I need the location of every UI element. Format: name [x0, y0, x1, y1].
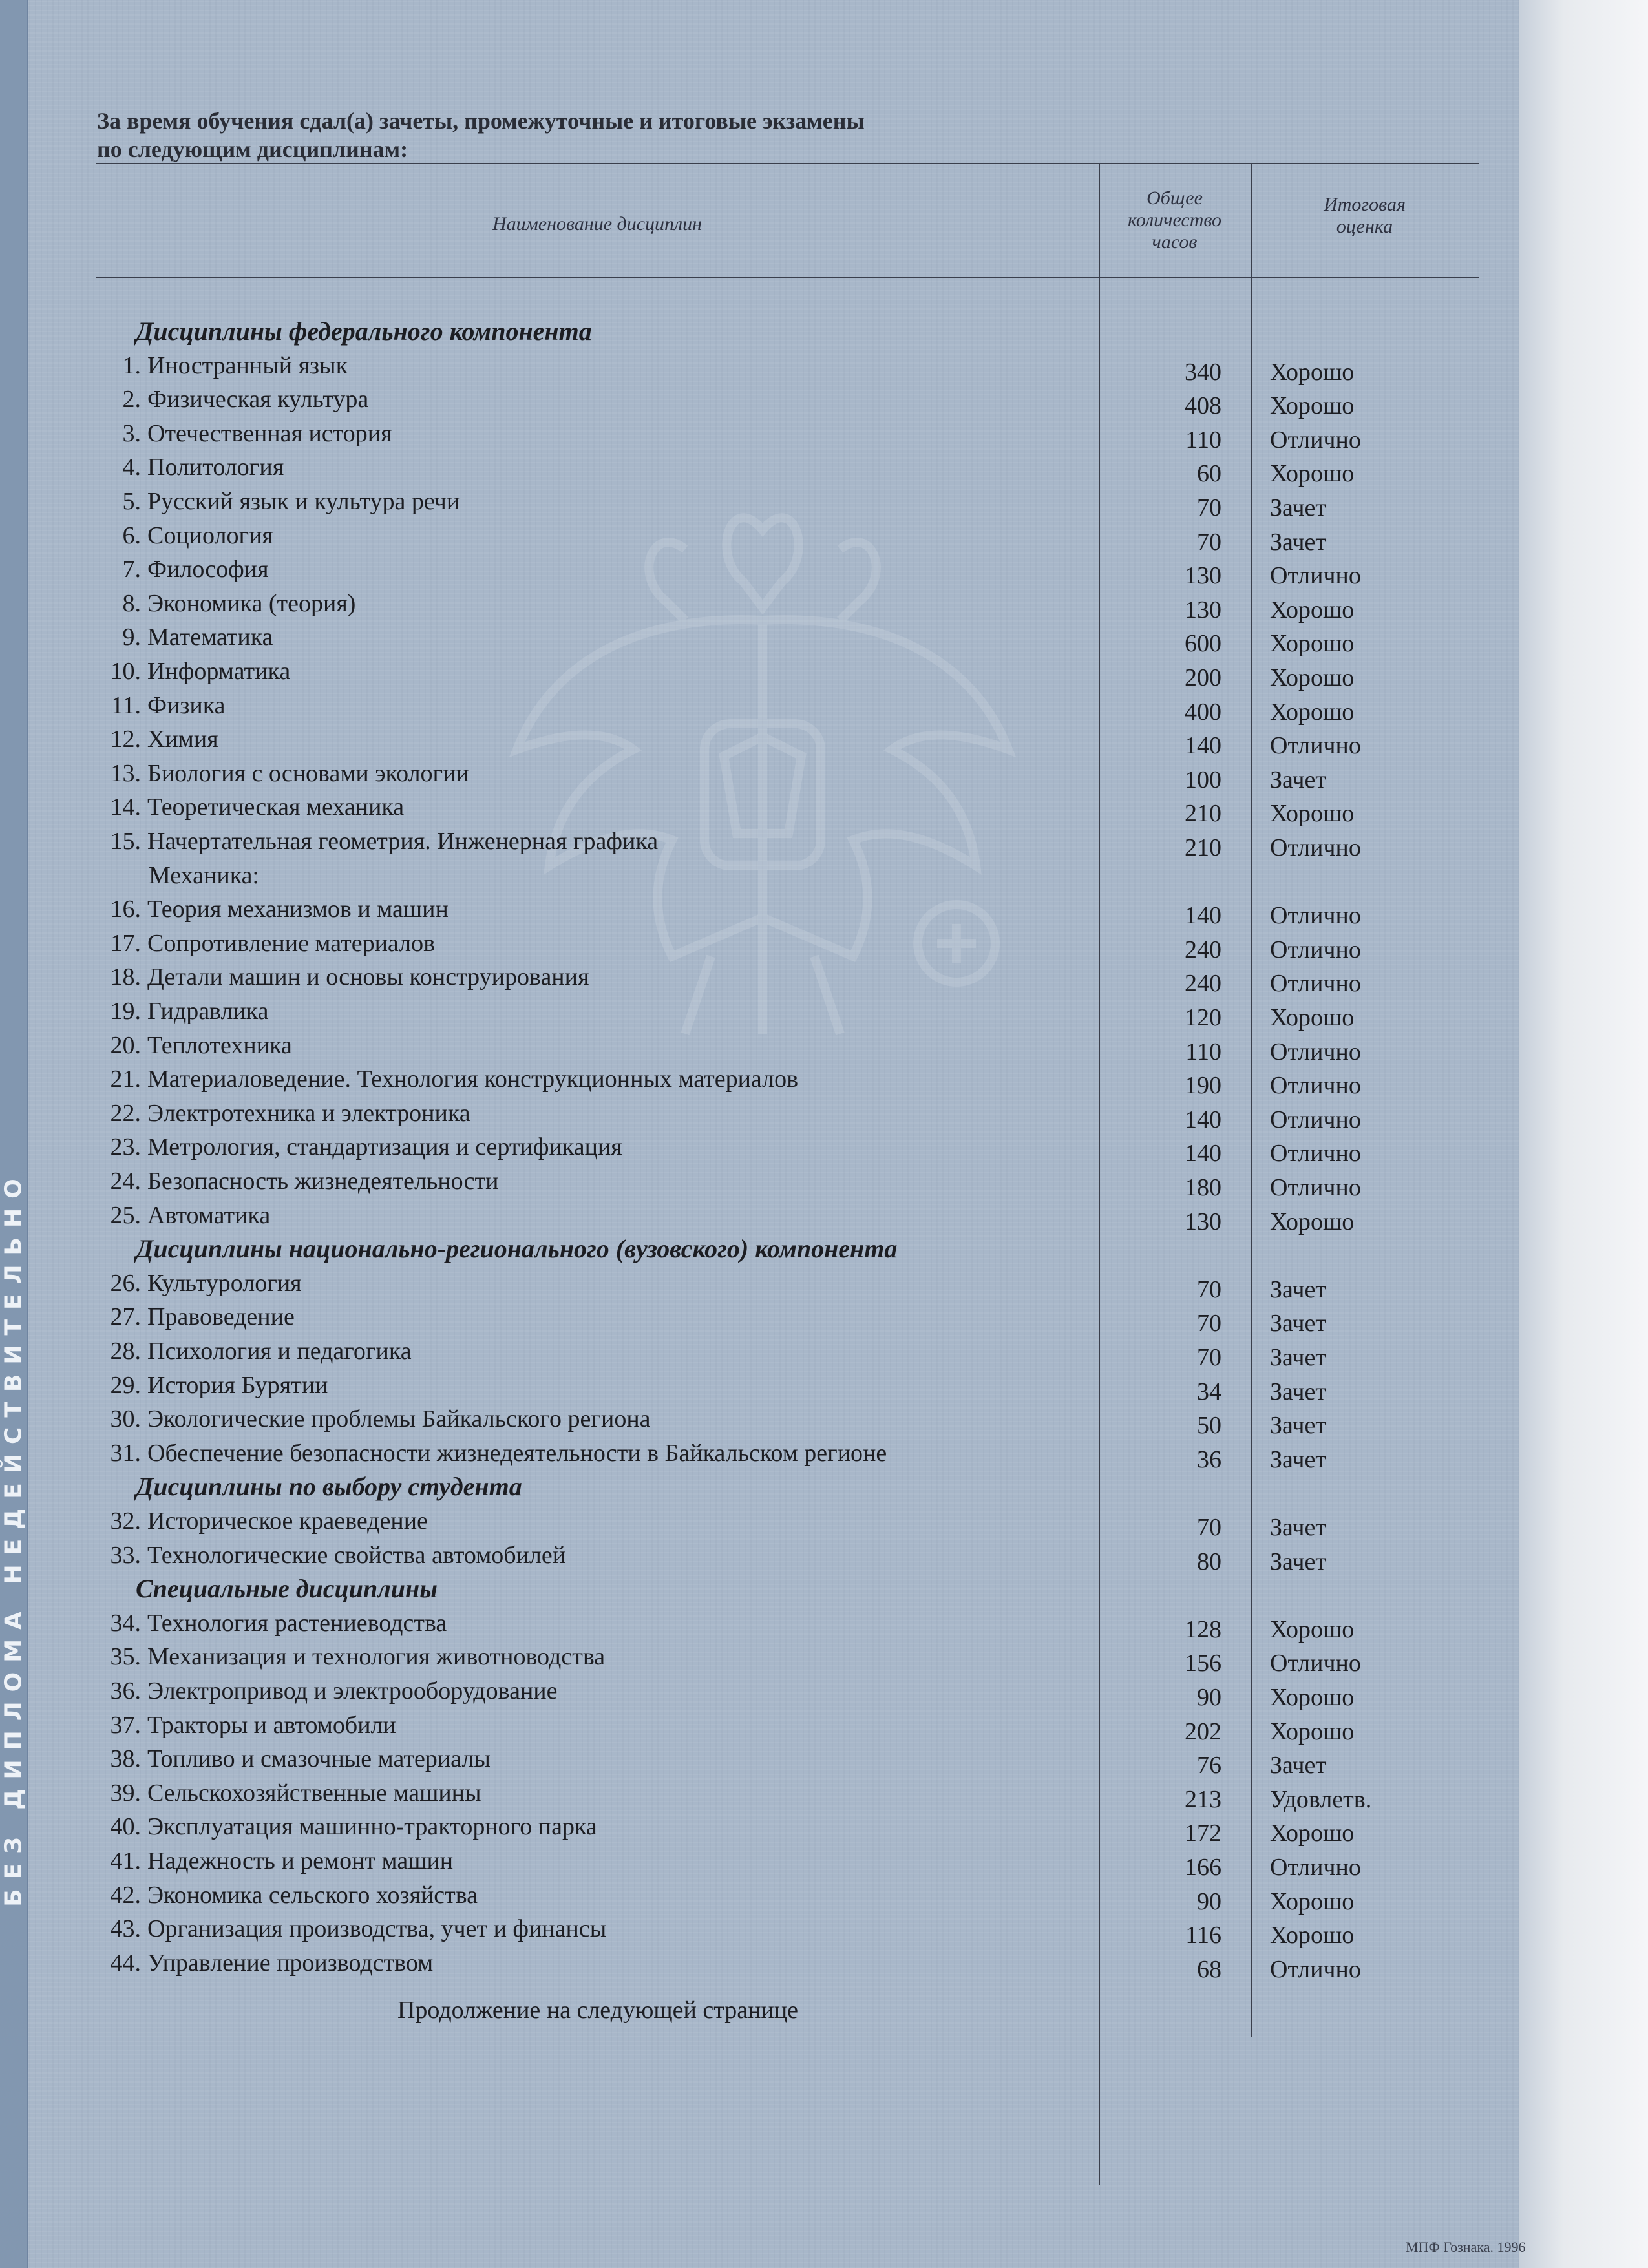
discipline-hours: 156 [1185, 1650, 1221, 1677]
row-number: 12. [110, 726, 141, 753]
row-number: 41. [110, 1847, 141, 1874]
discipline-hours: 60 [1197, 460, 1221, 488]
discipline-grade: Удовлетв. [1270, 1785, 1372, 1813]
discipline-name: Психология и педагогика [147, 1338, 412, 1365]
discipline-hours: 340 [1185, 358, 1221, 386]
discipline-hours: 213 [1185, 1785, 1221, 1813]
table-top-rule [96, 163, 1479, 164]
discipline-name: Детали машин и основы конструирования [147, 963, 589, 991]
row-number: 40. [110, 1813, 141, 1841]
discipline-name: Обеспечение безопасности жизнедеятельности в Байкальском регионе [147, 1439, 887, 1467]
discipline-name: Теплотехника [147, 1031, 292, 1059]
discipline-grade: Хорошо [1270, 460, 1355, 488]
discipline-grade: Зачет [1270, 1514, 1326, 1541]
discipline-name: Электропривод и электрооборудование [147, 1677, 558, 1705]
section-title: Дисциплины национально-регионального (вузовского) компонента [136, 1234, 898, 1264]
discipline-grade: Отлично [1270, 970, 1361, 998]
discipline-grade: Хорошо [1270, 698, 1355, 726]
discipline-grade: Зачет [1270, 1344, 1326, 1371]
discipline-grade: Отлично [1270, 1174, 1361, 1201]
discipline-grade: Отлично [1270, 1955, 1361, 1983]
discipline-hours: 200 [1185, 664, 1221, 691]
column-header-name: Наименование дисциплин [492, 213, 702, 235]
discipline-hours: 90 [1197, 1887, 1221, 1915]
security-side-strip [0, 0, 28, 2268]
discipline-name: Механизация и технология животноводства [147, 1643, 606, 1671]
discipline-name: Иностранный язык [147, 352, 348, 379]
discipline-grade: Отлично [1270, 1038, 1361, 1066]
discipline-grade: Отлично [1270, 1106, 1361, 1133]
discipline-grade: Хорошо [1270, 664, 1355, 691]
discipline-grade: Хорошо [1270, 800, 1355, 828]
discipline-name: Русский язык и культура речи [147, 488, 460, 515]
discipline-hours: 240 [1185, 936, 1221, 963]
discipline-grade: Хорошо [1270, 1887, 1355, 1915]
row-number: 8. [122, 589, 141, 617]
discipline-hours: 110 [1185, 1038, 1221, 1066]
discipline-hours: 70 [1197, 1344, 1221, 1371]
discipline-hours: 120 [1185, 1004, 1221, 1031]
discipline-name: Физическая культура [147, 386, 369, 414]
column-header-hours-line-3: часов [1152, 231, 1198, 253]
discipline-grade: Зачет [1270, 1378, 1326, 1405]
row-number: 31. [110, 1439, 141, 1467]
discipline-hours: 140 [1185, 1106, 1221, 1133]
row-number: 33. [110, 1541, 141, 1569]
table-header-rule [96, 277, 1479, 278]
discipline-hours: 100 [1185, 766, 1221, 793]
discipline-hours: 130 [1185, 1208, 1221, 1235]
table-column-divider-grade [1251, 163, 1252, 2037]
column-header-grade-line-2: оценка [1336, 216, 1393, 237]
discipline-hours: 70 [1197, 1514, 1221, 1541]
discipline-hours: 600 [1185, 630, 1221, 658]
discipline-grade: Хорошо [1270, 630, 1355, 658]
discipline-hours: 140 [1185, 1140, 1221, 1168]
row-number: 38. [110, 1745, 141, 1773]
discipline-name: Отечественная история [147, 419, 392, 447]
discipline-name: Гидравлика [147, 998, 269, 1025]
row-number: 19. [110, 998, 141, 1025]
discipline-grade: Хорошо [1270, 1717, 1355, 1745]
row-number: 7. [122, 556, 141, 583]
discipline-name: Теоретическая механика [147, 793, 405, 821]
row-number: 17. [110, 929, 141, 957]
printer-mark: МПФ Гознака. 1996 [1406, 2239, 1526, 2255]
discipline-hours: 76 [1197, 1752, 1221, 1780]
discipline-name: Автоматика [147, 1201, 271, 1229]
page-edge-margin [1519, 0, 1648, 2268]
discipline-hours: 130 [1185, 562, 1221, 590]
discipline-name: Начертательная геометрия. Инженерная графика [147, 828, 659, 855]
discipline-name: Историческое краеведение [147, 1507, 428, 1535]
discipline-grade: Отлично [1270, 834, 1361, 861]
discipline-name: Социология [147, 521, 273, 549]
row-number: 36. [110, 1677, 141, 1705]
discipline-grade: Зачет [1270, 1548, 1326, 1575]
discipline-name: Политология [147, 454, 284, 481]
row-number: 14. [110, 793, 141, 821]
row-number: 25. [110, 1201, 141, 1229]
discipline-grade: Хорошо [1270, 596, 1355, 624]
discipline-name: Безопасность жизнедеятельности [147, 1168, 499, 1195]
row-number: 42. [110, 1881, 141, 1909]
discipline-grade: Хорошо [1270, 392, 1355, 420]
discipline-grade: Отлично [1270, 902, 1361, 930]
discipline-grade: Зачет [1270, 528, 1326, 556]
row-number: 11. [111, 691, 141, 719]
discipline-hours: 166 [1185, 1854, 1221, 1881]
discipline-hours: 172 [1185, 1820, 1221, 1847]
discipline-hours: 116 [1185, 1922, 1221, 1949]
discipline-name: История Бурятии [147, 1371, 328, 1399]
discipline-hours: 400 [1185, 698, 1221, 726]
discipline-grade: Хорошо [1270, 1820, 1355, 1847]
column-header-hours-line-1: Общее [1146, 187, 1203, 209]
row-number: 26. [110, 1269, 141, 1297]
continuation-note: Продолжение на следующей странице [397, 1997, 799, 2024]
discipline-grade: Хорошо [1270, 1922, 1355, 1949]
row-number: 37. [110, 1711, 141, 1739]
discipline-name: Экологические проблемы Байкальского региона [147, 1405, 651, 1433]
discipline-grade: Зачет [1270, 494, 1326, 521]
discipline-name: Биология с основами экологии [147, 759, 469, 787]
discipline-grade: Зачет [1270, 1445, 1326, 1473]
row-number: 43. [110, 1915, 141, 1943]
row-number: 9. [122, 624, 141, 651]
discipline-grade: Отлично [1270, 1854, 1361, 1881]
discipline-name: Экономика (теория) [147, 589, 356, 617]
discipline-name: Эксплуатация машинно-тракторного парка [147, 1813, 597, 1841]
double-headed-eagle-watermark-icon [439, 452, 1086, 1098]
row-number: 22. [110, 1099, 141, 1127]
row-number: 30. [110, 1405, 141, 1433]
row-number: 15. [110, 828, 141, 855]
discipline-hours: 70 [1197, 494, 1221, 521]
discipline-grade: Зачет [1270, 1752, 1326, 1780]
discipline-hours [1118, 865, 1221, 899]
discipline-grade: Отлично [1270, 1072, 1361, 1100]
discipline-grade: Отлично [1270, 732, 1361, 760]
discipline-hours: 68 [1197, 1955, 1221, 1983]
row-number: 6. [122, 521, 141, 549]
section-title: Дисциплины федерального компонента [136, 317, 592, 346]
discipline-hours: 70 [1197, 528, 1221, 556]
row-number: 39. [110, 1779, 141, 1807]
row-number: 5. [122, 488, 141, 515]
row-number: 24. [110, 1168, 141, 1195]
discipline-name: Экономика сельского хозяйства [147, 1881, 478, 1909]
discipline-grade: Хорошо [1270, 1208, 1355, 1235]
row-number: 10. [110, 658, 141, 685]
discipline-name: Надежность и ремонт машин [147, 1847, 454, 1874]
discipline-grade: Зачет [1270, 1412, 1326, 1440]
discipline-grade: Зачет [1270, 1276, 1326, 1303]
discipline-hours: 202 [1185, 1717, 1221, 1745]
discipline-hours: 408 [1185, 392, 1221, 420]
discipline-hours: 128 [1185, 1615, 1221, 1643]
discipline-name: Философия [147, 556, 269, 583]
discipline-grade: Отлично [1270, 1650, 1361, 1677]
row-number: 20. [110, 1031, 141, 1059]
discipline-hours: 70 [1197, 1276, 1221, 1303]
discipline-hours: 210 [1185, 834, 1221, 861]
discipline-name: Материаловедение. Технология конструкционных материалов [147, 1066, 799, 1093]
row-number: 18. [110, 963, 141, 991]
discipline-name: Сельскохозяйственные машины [147, 1779, 481, 1807]
discipline-name: Технология растениеводства [147, 1609, 447, 1637]
discipline-grade: Хорошо [1270, 1004, 1355, 1031]
discipline-grade: Отлично [1270, 426, 1361, 454]
discipline-name: Сопротивление материалов [147, 929, 436, 957]
discipline-hours: 80 [1197, 1548, 1221, 1575]
discipline-hours: 36 [1197, 1445, 1221, 1473]
row-number: 2. [122, 386, 141, 414]
discipline-grade: Отлично [1270, 1140, 1361, 1168]
row-number: 35. [110, 1643, 141, 1671]
section-title: Дисциплины по выбору студента [136, 1472, 522, 1502]
row-number: 21. [110, 1066, 141, 1093]
discipline-hours: 90 [1197, 1684, 1221, 1711]
discipline-name: Технологические свойства автомобилей [147, 1541, 566, 1569]
discipline-name: Метрология, стандартизация и сертификация [147, 1133, 622, 1161]
discipline-hours: 50 [1197, 1412, 1221, 1440]
row-number: 34. [110, 1609, 141, 1637]
discipline-grade: Хорошо [1270, 1684, 1355, 1711]
column-header-hours [1099, 187, 1251, 253]
discipline-name: Теория механизмов и машин [147, 896, 449, 923]
section-title: Специальные дисциплины [136, 1574, 438, 1604]
discipline-hours: 34 [1197, 1378, 1221, 1405]
row-number: 13. [110, 759, 141, 787]
discipline-name: Тракторы и автомобили [147, 1711, 396, 1739]
discipline-name: Физика [147, 691, 226, 719]
discipline-name: Управление производством [147, 1949, 434, 1977]
intro-line-1: За время обучения сдал(а) зачеты, промежуточные и итоговые экзамены [97, 108, 865, 134]
row-number: 28. [110, 1338, 141, 1365]
row-number: 27. [110, 1303, 141, 1331]
discipline-name: Культурология [147, 1269, 302, 1297]
discipline-hours: 210 [1185, 800, 1221, 828]
intro-line-2: по следующим дисциплинам: [97, 136, 408, 162]
row-number: 44. [110, 1949, 141, 1977]
discipline-grade: Хорошо [1270, 358, 1355, 386]
row-number: 3. [122, 419, 141, 447]
discipline-hours: 130 [1185, 596, 1221, 624]
column-header-grade [1251, 194, 1479, 238]
row-number: 23. [110, 1133, 141, 1161]
discipline-name: Организация производства, учет и финансы [147, 1915, 607, 1943]
discipline-name: Топливо и смазочные материалы [147, 1745, 491, 1773]
discipline-hours: 110 [1185, 426, 1221, 454]
row-number: 4. [122, 454, 141, 481]
side-strip-text: БЕЗ ДИПЛОМА НЕДЕЙСТВИТЕЛЬНО [0, 1169, 27, 1907]
discipline-name: Химия [147, 726, 218, 753]
row-number: 16. [110, 896, 141, 923]
discipline-grade: Отлично [1270, 936, 1361, 963]
row-number: 1. [122, 352, 141, 379]
discipline-hours: 140 [1185, 732, 1221, 760]
row-number: 32. [110, 1507, 141, 1535]
discipline-grade: Отлично [1270, 562, 1361, 590]
discipline-name: Информатика [147, 658, 291, 685]
discipline-hours: 70 [1197, 1310, 1221, 1338]
intro-text [97, 107, 865, 163]
discipline-grade: Зачет [1270, 766, 1326, 793]
discipline-hours: 240 [1185, 970, 1221, 998]
discipline-name: Механика: [149, 861, 259, 889]
row-number: 29. [110, 1371, 141, 1399]
discipline-name: Электротехника и электроника [147, 1099, 470, 1127]
discipline-hours: 180 [1185, 1174, 1221, 1201]
discipline-name: Правоведение [147, 1303, 295, 1331]
discipline-grade: Хорошо [1270, 1615, 1355, 1643]
discipline-grade: Зачет [1270, 1310, 1326, 1338]
discipline-hours: 140 [1185, 902, 1221, 930]
discipline-name: Математика [147, 624, 273, 651]
column-header-hours-line-2: количество [1127, 209, 1222, 231]
column-header-grade-line-1: Итоговая [1324, 194, 1406, 215]
discipline-hours: 190 [1185, 1072, 1221, 1100]
table-column-divider-hours [1099, 163, 1100, 2185]
